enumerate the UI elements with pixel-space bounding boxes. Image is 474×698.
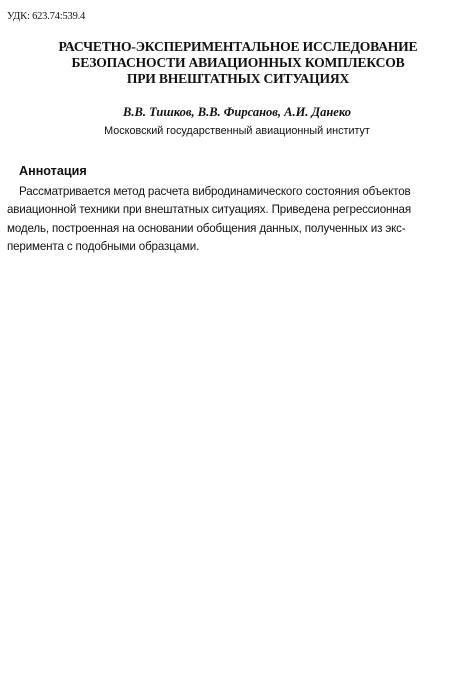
- abstract-body: [7, 183, 467, 256]
- udk-code: УДК: 623.74:539.4: [7, 11, 86, 22]
- abstract-heading: Аннотация: [19, 164, 87, 178]
- title-line: ПРИ ВНЕШТАТНЫХ СИТУАЦИЯХ: [126, 71, 350, 86]
- title-line: БЕЗОПАСНОСТИ АВИАЦИОННЫХ КОМПЛЕКСОВ: [71, 55, 405, 70]
- abstract-line: Рассматривается метод расчета вибродинамического состояния объектов: [19, 185, 411, 198]
- abstract-line: модель, построенная на основании обобщения данных, полученных из экс-: [7, 221, 406, 235]
- abstract-line: перимента с подобными образцами.: [7, 239, 200, 253]
- affiliation: Московский государственный авиационный институт: [104, 125, 370, 137]
- authors: В.В. Тишков, В.В. Фирсанов, А.И. Данеко: [123, 105, 351, 119]
- abstract-line: авиационной техники при внештатных ситуациях. Приведена регрессионная: [7, 203, 411, 217]
- title-line: РАСЧЕТНО-ЭКСПЕРИМЕНТАЛЬНОЕ ИССЛЕДОВАНИЕ: [58, 39, 418, 54]
- paper-title: [10, 39, 466, 87]
